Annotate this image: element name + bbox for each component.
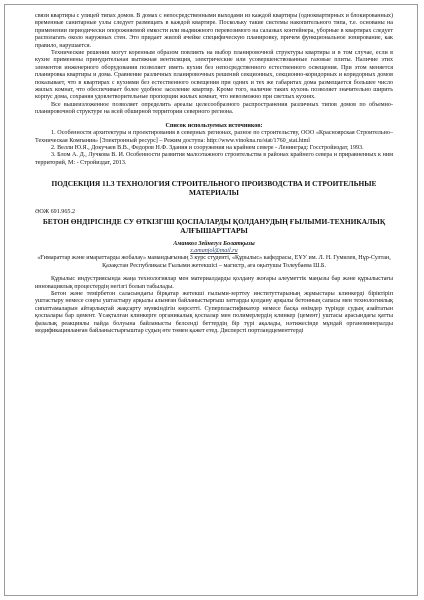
paragraph: Технические решения могут коренным образом повлиять на выбор планировочной структуры квартиры и в том случае, если в кухне применены принудительная вытяжная вентиляция, электрические или усовершенствованные газовые плиты. Наличие этих элементов инженерного оборудования позволяет иметь кухни без непосредственного естественного освещения. При этом меняется планировка квартиры и дома. Сравнение различных планировочных решений секционных, секционно-коридорных и коридорных домов показывает, что в квартирах с кухнями без естественного освещения при одних и тех же габаритах дома размещается большее число жилых комнат, что обеспечивает более удобное заселение квартир. Кроме того, наличие таких кухонь позволяет значительно ширить корпус дома, сохраняя удовлетворительные пропорции жилых комнат, что невозможно при светлых кухнях.	[35, 50, 393, 101]
reference-item: 3. Блом А. Д., Лучкова В. И. Особенности развития малоэтажного строительства в районах крайнего севера и приравненных к ним территорий, М: - Стройиздат, 2013.	[35, 152, 393, 166]
references-title: Список используемых источников:	[165, 122, 263, 129]
author-affiliation: «Ғимараттар және имараттарды жобалау» мамандығының 3 курс студенті, «Құрылыс» кафедрасы, ЕҰУ им. Л. Н. Гумилев, Нұр-Султан, Қазақстан Республикасы Ғылыми жетекшісі – магистр, аға оқытушы Толеубаева Ш.Б.	[37, 255, 391, 269]
author-name: Аманкол Зейнегул Болатқызы	[173, 240, 255, 247]
document-content	[35, 13, 393, 335]
udc-code: ӘОЖ 691.965.2	[35, 209, 76, 216]
paragraph: Все вышеизложенное позволяет определить ареалы целесообразного распространения различных типов домов по объемно-планировочной структуре на всей обширной территории северного региона.	[35, 101, 393, 116]
paragraph: Құрылыс индустриясында жаңа технологиялар мен материалдарды қолдану жоғары алеуметтік маңызы бар және құрылыстағы инновациялық процестердің негізгі болып табылады.	[35, 276, 393, 290]
paragraph: связи квартиры с улицей типах домов. В домах с непосредственными выходами из каждой квартиры (одноквартирных и блокированных) временные санитарные узлы следует размещать в каждой квартире. Поскольку такие системы накопительного типа, т.е. основаны на применении периодически опорожняемой емкости или выдвижного перевозимого на салазках контейнера, уборные в квартирах следует располагать около наружных стен. Это придает жилой ячейке специфическую планировку, причем функциональное зонирование, как правило, нарушается.	[35, 13, 393, 49]
author-email[interactable]: z.amanjol@mail.ru	[190, 247, 238, 254]
reference-item: 1. Особенности архитектуры и проектирования в северных регионах, разное по строительству, ООО «Красноярская Строительно– Техническая Компания» [Электронный ресурс] – Режим доступа: http://www.vinokna.ru/stat/1760_stat.html	[35, 130, 393, 144]
article-title: БЕТОН ӨНДІРІСІНДЕ СУ ӨТКІЗГІШ ҚОСПАЛАРДЫ ҚОЛДАНУДЫҢ ҒЫЛЫМИ-ТЕХНИКАЛЫҚ АЛҒЫШАРТТАРЫ	[42, 216, 386, 235]
section-title: ПОДСЕКЦИЯ 11.3 ТЕХНОЛОГИЯ СТРОИТЕЛЬНОГО ПРОИЗВОДСТВА И СТРОИТЕЛЬНЫЕ МАТЕРИАЛЫ	[51, 179, 377, 198]
document-page	[4, 4, 418, 596]
reference-item: 2. Велли Ю.Я., Докучаев В.В., Федоров Н.Ф. Здания и сооружения на крайнем севере - Ленинград: Госстройиздат, 1993.	[51, 144, 364, 151]
paragraph: Бетон және темірбетон саласындағы бірқатар жетекші ғылыми-зерттеу институттарының жұмыстары клинкерді біріктіріп уштастыру немесе соңғы уштастыру арқылы алынған байланыстырғыш заттарды қолдану арқылы бетонның сапасы мен технологиялық сипаттамаларын айтарлықтай жақсарту мүмкіндігін көрсетті. Суперпластификатор немесе басқа өнімдер түрінде судың азайтатын қоспалары бар цемент. Ұсақталған клинкерге органикалық қоспалар мен полимерлердің клинкер (цемент) уштасы арасындағы қатты фазалық реакциялы пайда болуына байланысты белсенді беттердің бір түрі ақалады, нәтижесінде мұндай органоминералды модификацияланған байланыстырғыштар судың өте төмен қажет етед. Дисперсті портландцементтерді	[35, 290, 393, 334]
